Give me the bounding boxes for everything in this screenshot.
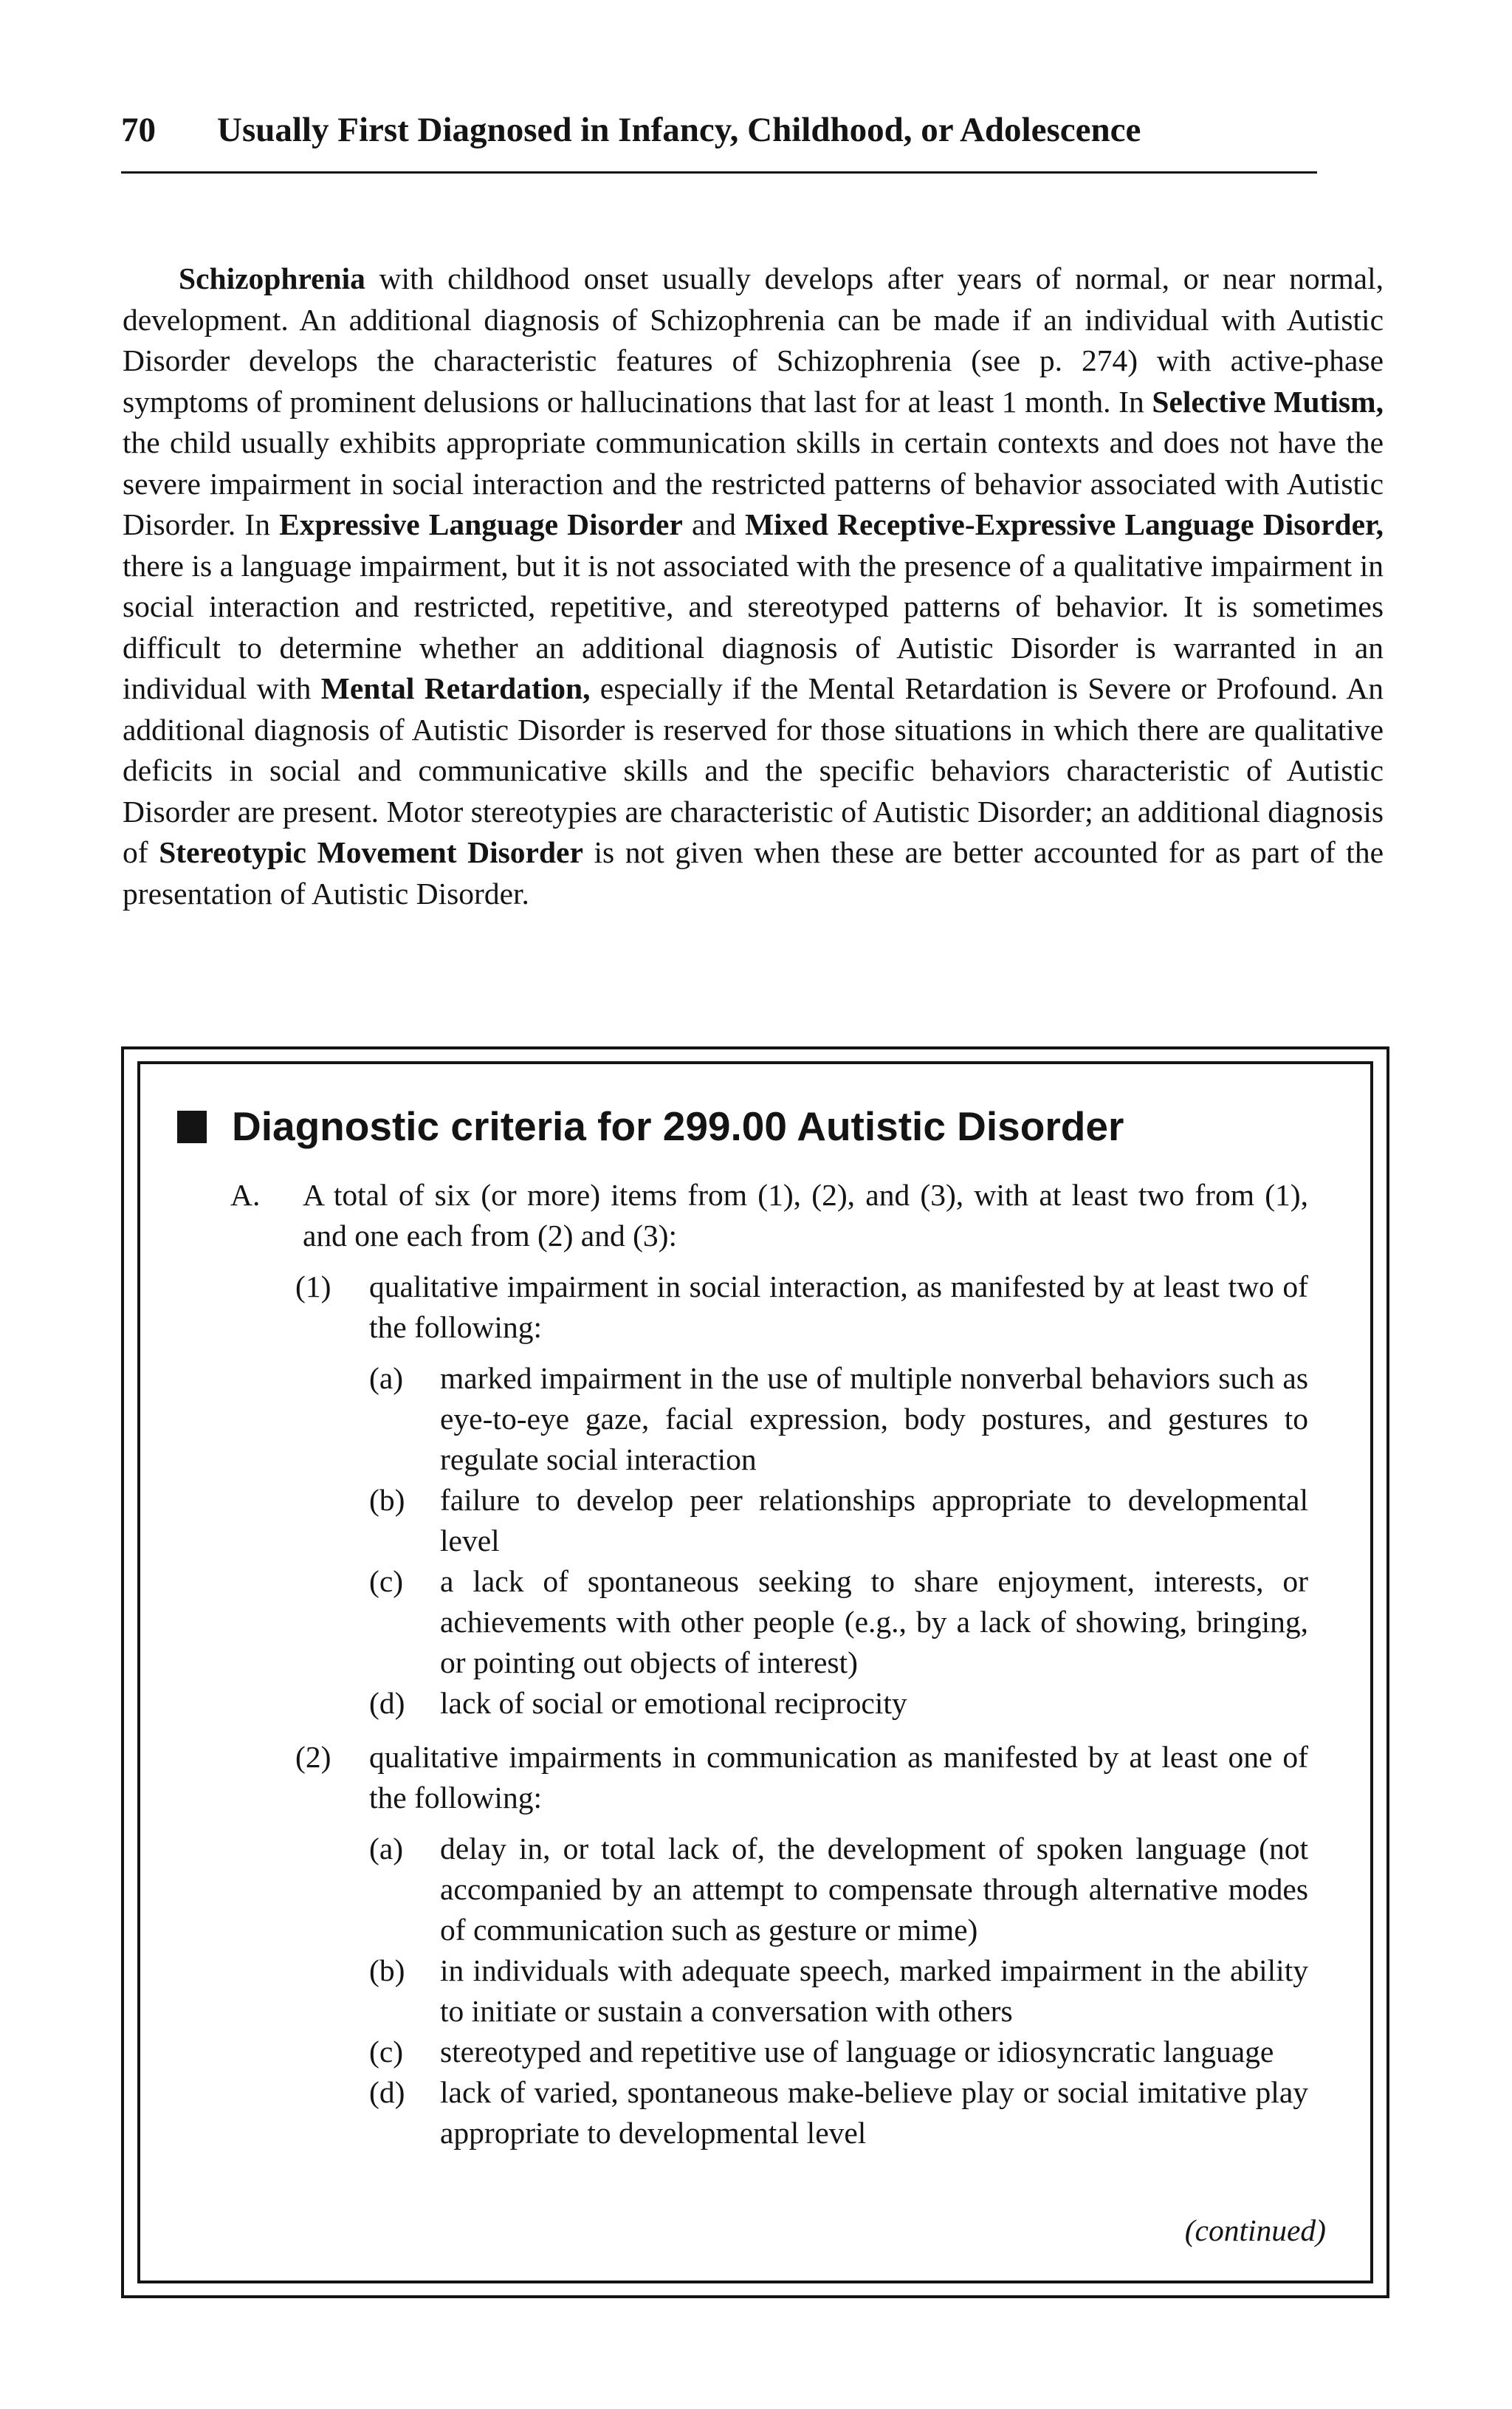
item-text: stereotyped and repetitive use of language or idiosyncratic language bbox=[440, 2035, 1274, 2069]
criterion-label: (1) bbox=[295, 1269, 331, 1303]
list-item bbox=[369, 2032, 1308, 2072]
intro-text-a: with childhood onset usually develops after years of normal, or near normal, development. An additional diagnosis of Schizophrenia can be made if an individual with Autistic Disorder develops the characteristic features of Schizophrenia (see p. 274) with active-phase symptoms of prominent delusions or hallucinations that last for at least 1 month. In bbox=[123, 261, 1384, 419]
item-label: (b) bbox=[369, 1953, 405, 1987]
intro-text-e: especially if the Mental Retardation is Severe or Profound. An additional diagnosis of Autistic Disorder is reserved for those situations in which there are qualitative deficits in social and communicative skills and the specific behaviors characteristic of Autistic Disorder are present. Motor stereotypies are characteristic of Autistic Disorder; an additional diagnosis of bbox=[123, 671, 1384, 869]
criterion-group-1 bbox=[295, 1267, 1308, 1348]
term-mental-retardation: Mental Retardation, bbox=[320, 671, 591, 705]
term-selective-mutism: Selective Mutism, bbox=[1152, 384, 1384, 419]
term-stereotypic-movement: Stereotypic Movement Disorder bbox=[159, 835, 583, 869]
intro-text-c: and bbox=[682, 507, 745, 541]
criteria-body bbox=[230, 1175, 1308, 2153]
intro-text-b: the child usually exhibits appropriate communication skills in certain contexts and does not have the severe impairment in social interaction and the restricted patterns of behavior associated with Autistic Disorder. In bbox=[123, 425, 1384, 541]
item-label: (a) bbox=[369, 1361, 404, 1395]
criteria-inner-frame bbox=[137, 1061, 1373, 2283]
continued-note: (continued) bbox=[1184, 2213, 1326, 2247]
item-text: a lack of spontaneous seeking to share enjoyment, interests, or achievements with other people (e.g., by a lack of showing, bringing, or pointing out objects of interest) bbox=[440, 1564, 1308, 1679]
item-text: in individuals with adequate speech, marked impairment in the ability to initiate or sustain a conversation with others bbox=[440, 1953, 1308, 2028]
item-label: (d) bbox=[369, 2075, 405, 2109]
page-number: 70 bbox=[121, 111, 156, 149]
criteria-title bbox=[177, 1103, 1124, 1150]
list-item bbox=[369, 1950, 1308, 2032]
item-text: marked impairment in the use of multiple nonverbal behaviors such as eye-to-eye gaze, facial expression, body postures, and gestures to regulate social interaction bbox=[440, 1361, 1308, 1476]
intro-paragraph bbox=[123, 258, 1384, 914]
item-text: lack of social or emotional reciprocity bbox=[440, 1686, 907, 1720]
item-label: (c) bbox=[369, 1564, 404, 1598]
term-expressive-language: Expressive Language Disorder bbox=[279, 507, 683, 541]
intro-text-f: is not given when these are better accounted for as part of the presentation of Autistic Disorder. bbox=[123, 835, 1384, 911]
term-mixed-receptive-expressive: Mixed Receptive-Expressive Language Disorder, bbox=[744, 507, 1384, 541]
list-item bbox=[369, 1561, 1308, 1683]
criterion-label: (2) bbox=[295, 1740, 331, 1774]
criterion-group-2 bbox=[295, 1737, 1308, 1818]
list-item bbox=[369, 2072, 1308, 2153]
item-text: delay in, or total lack of, the development of spoken language (not accompanied by an attempt to compensate through alternative modes of communication such as gesture or mime) bbox=[440, 1831, 1308, 1947]
item-label: (c) bbox=[369, 2035, 404, 2069]
list-item bbox=[369, 1829, 1308, 1950]
list-item bbox=[369, 1683, 1308, 1724]
page-header bbox=[121, 109, 1317, 174]
criterion-label: A. bbox=[230, 1178, 261, 1212]
item-text: failure to develop peer relationships appropriate to developmental level bbox=[440, 1483, 1308, 1558]
criterion-text: A total of six (or more) items from (1), (2), and (3), with at least two from (1), and one each from (2) and (3): bbox=[303, 1178, 1308, 1253]
item-label: (b) bbox=[369, 1483, 405, 1517]
criteria-title-text: Diagnostic criteria for 299.00 Autistic Disorder bbox=[232, 1103, 1124, 1149]
intro-text-d: there is a language impairment, but it is not associated with the presence of a qualitative impairment in social interaction and restricted, repetitive, and stereotyped patterns of behavior. It is sometimes difficult to determine whether an additional diagnosis of Autistic Disorder is warranted in an individual with bbox=[123, 548, 1384, 705]
list-item bbox=[369, 1358, 1308, 1480]
term-schizophrenia: Schizophrenia bbox=[179, 261, 365, 295]
running-head: Usually First Diagnosed in Infancy, Childhood, or Adolescence bbox=[217, 111, 1141, 149]
criterion-a bbox=[230, 1175, 1308, 1256]
item-label: (a) bbox=[369, 1831, 404, 1865]
criterion-text: qualitative impairments in communication as manifested by at least one of the following: bbox=[369, 1740, 1308, 1815]
criteria-box bbox=[121, 1046, 1389, 2298]
item-label: (d) bbox=[369, 1686, 405, 1720]
item-text: lack of varied, spontaneous make-believe play or social imitative play appropriate to developmental level bbox=[440, 2075, 1308, 2150]
list-item bbox=[369, 1480, 1308, 1561]
criterion-text: qualitative impairment in social interaction, as manifested by at least two of the following: bbox=[369, 1269, 1308, 1344]
square-bullet-icon bbox=[177, 1111, 207, 1143]
